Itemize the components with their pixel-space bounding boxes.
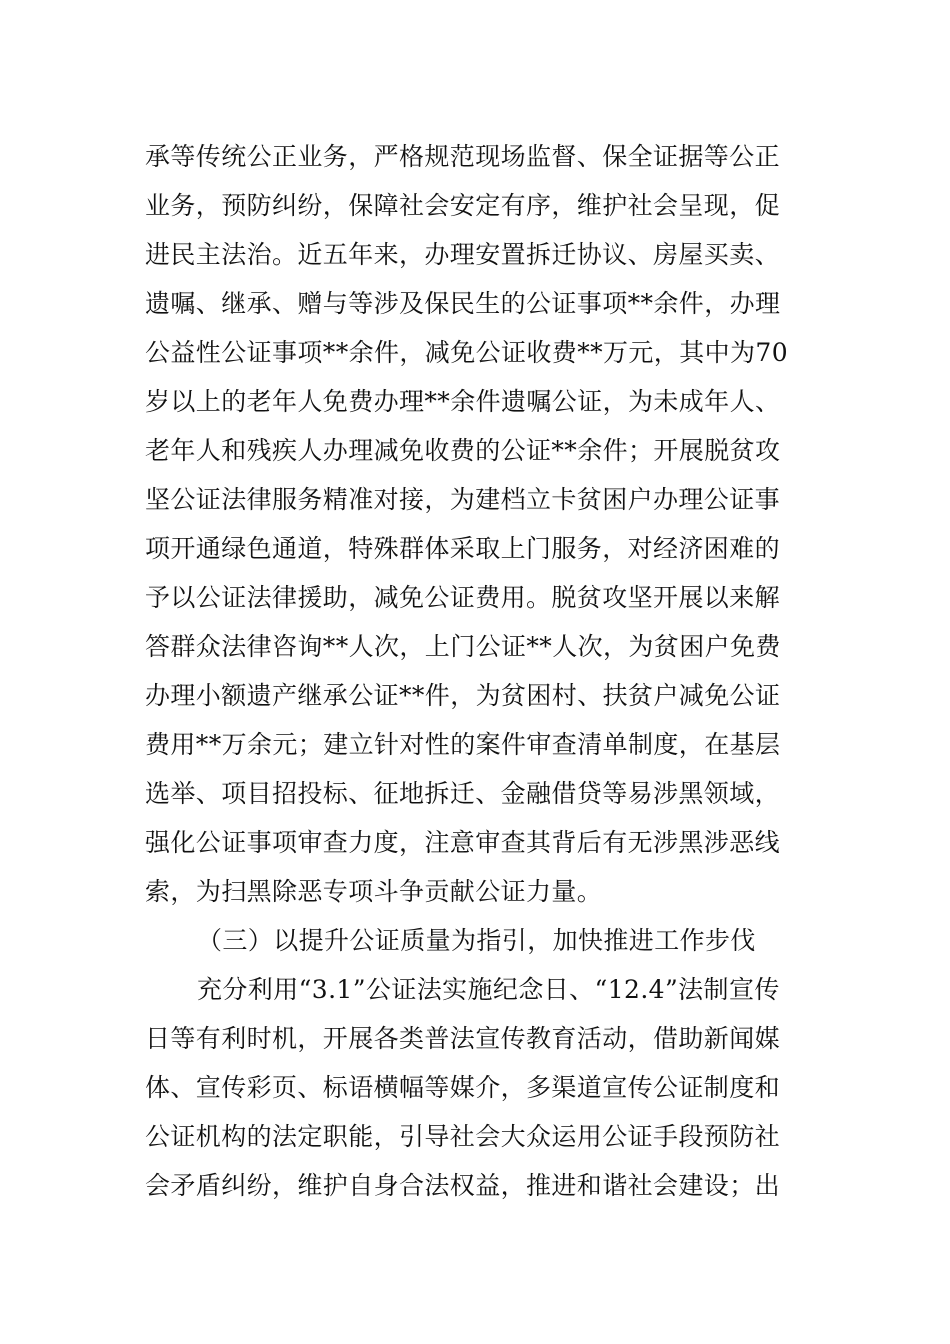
paragraph-line: 答群众法律咨询**人次，上门公证**人次，为贫困户免费 — [145, 632, 781, 661]
paragraph-line: 索，为扫黑除恶专项斗争贡献公证力量。 — [145, 877, 603, 906]
paragraph-line: 项开通绿色通道，特殊群体采取上门服务，对经济困难的 — [145, 534, 781, 563]
paragraph-line: 选举、项目招投标、征地拆迁、金融借贷等易涉黑领域， — [145, 779, 781, 808]
paragraph-line: 日等有利时机，开展各类普法宣传教育活动，借助新闻媒 — [145, 1024, 781, 1053]
paragraph-line: 予以公证法律援助，减免公证费用。脱贫攻坚开展以来解 — [145, 583, 781, 612]
section-heading: （三）以提升公证质量为指引，加快推进工作步伐 — [197, 926, 756, 955]
paragraph-line: 办理小额遗产继承公证**件，为贫困村、扶贫户减免公证 — [145, 681, 781, 710]
document-body — [145, 132, 810, 1210]
paragraph-line: 体、宣传彩页、标语横幅等媒介，多渠道宣传公证制度和 — [145, 1073, 781, 1102]
paragraph-line: 老年人和残疾人办理减免收费的公证**余件；开展脱贫攻 — [145, 436, 781, 465]
paragraph-line: 费用**万余元；建立针对性的案件审查清单制度，在基层 — [145, 730, 781, 759]
paragraph-line: 公证机构的法定职能，引导社会大众运用公证手段预防社 — [145, 1122, 781, 1151]
paragraph-line: 会矛盾纠纷，维护自身合法权益，推进和谐社会建设；出 — [145, 1171, 781, 1200]
paragraph-line: 承等传统公正业务，严格规范现场监督、保全证据等公正 — [145, 142, 781, 171]
paragraph-line: 坚公证法律服务精准对接，为建档立卡贫困户办理公证事 — [145, 485, 781, 514]
paragraph-line: 进民主法治。近五年来，办理安置拆迁协议、房屋买卖、 — [145, 240, 781, 269]
paragraph-line: 充分利用“3.1”公证法实施纪念日、“12.4”法制宣传 — [197, 975, 780, 1004]
paragraph-line: 公益性公证事项**余件，减免公证收费**万元，其中为70 — [145, 338, 789, 367]
paragraph-line: 岁以上的老年人免费办理**余件遗嘱公证，为未成年人、 — [145, 387, 781, 416]
paragraph-line: 业务，预防纠纷，保障社会安定有序，维护社会呈现，促 — [145, 191, 781, 220]
paragraph-line: 遗嘱、继承、赠与等涉及保民生的公证事项**余件，办理 — [145, 289, 781, 318]
paragraph-line: 强化公证事项审查力度，注意审查其背后有无涉黑涉恶线 — [145, 828, 781, 857]
